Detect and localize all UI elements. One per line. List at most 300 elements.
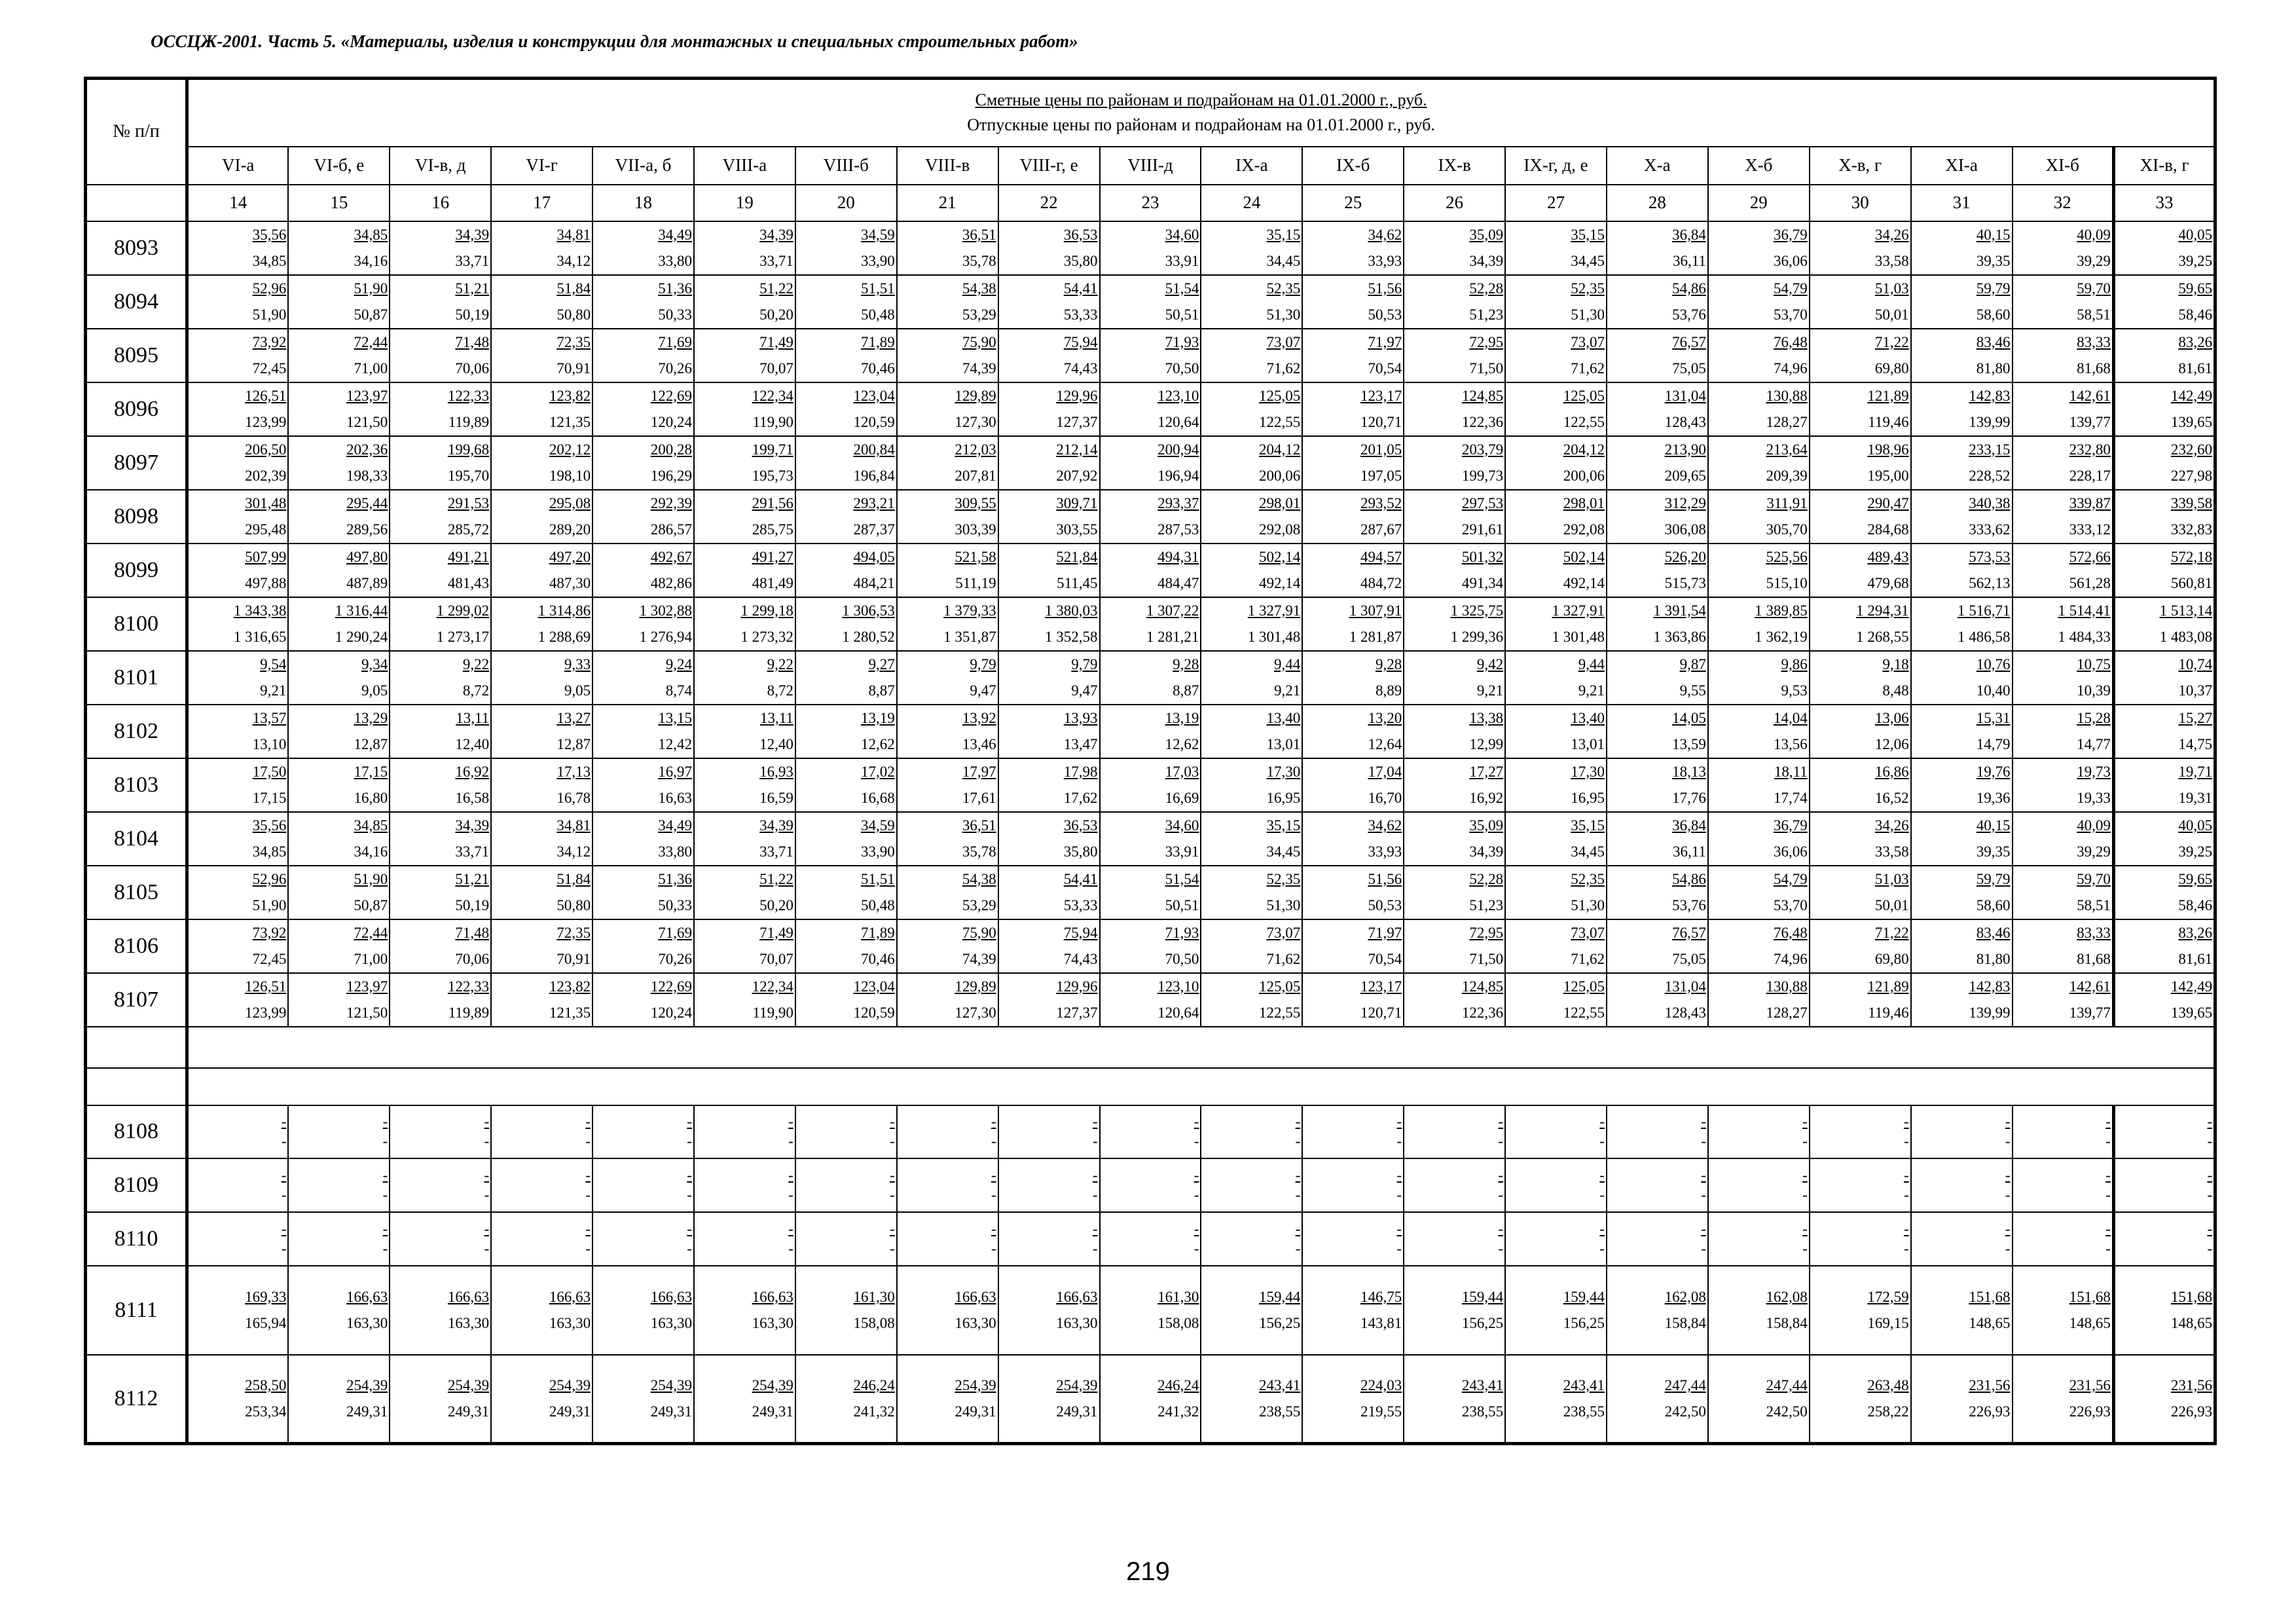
release-price: 34,16 xyxy=(354,252,388,269)
release-price: 128,27 xyxy=(1766,1004,1808,1021)
estimated-price: 1 513,14 xyxy=(2159,602,2213,619)
price-cell xyxy=(2113,597,2215,651)
price-cell xyxy=(1505,329,1607,382)
column-number-blank xyxy=(86,185,187,221)
release-price: - xyxy=(1903,1240,1909,1257)
release-price: 16,63 xyxy=(658,789,692,806)
table-title xyxy=(187,79,2215,147)
estimated-price: 71,89 xyxy=(860,333,895,350)
price-cell xyxy=(694,705,795,758)
release-price: - xyxy=(382,1133,388,1149)
release-price: 75,05 xyxy=(1672,950,1706,967)
release-price: 13,10 xyxy=(252,735,287,752)
release-price: - xyxy=(1194,1240,1199,1257)
price-cell xyxy=(1201,1212,1302,1266)
price-cell xyxy=(592,651,694,705)
estimated-price: 51,21 xyxy=(455,870,490,887)
table-row xyxy=(86,705,2215,758)
price-cell xyxy=(2013,597,2114,651)
release-price: 50,87 xyxy=(354,896,388,913)
release-price: 163,30 xyxy=(650,1314,692,1331)
release-price: 69,80 xyxy=(1874,950,1909,967)
price-cell xyxy=(1810,544,1911,597)
release-price: - xyxy=(1092,1186,1098,1203)
estimated-price: 51,21 xyxy=(455,280,490,297)
row-code: 8110 xyxy=(86,1212,187,1266)
price-cell xyxy=(288,1355,390,1444)
price-cell xyxy=(288,544,390,597)
release-price: 492,14 xyxy=(1563,574,1605,591)
estimated-price: 71,49 xyxy=(759,924,793,941)
release-price: 35,80 xyxy=(1063,252,1098,269)
release-price: - xyxy=(1092,1240,1098,1257)
price-cell xyxy=(1404,651,1505,705)
price-cell xyxy=(1100,1355,1201,1444)
price-cell xyxy=(491,973,592,1027)
release-price: 51,90 xyxy=(252,306,287,323)
estimated-price: 9,54 xyxy=(260,655,287,673)
release-price: 292,08 xyxy=(1563,521,1605,538)
estimated-price: 54,38 xyxy=(962,870,996,887)
price-cell xyxy=(897,1212,998,1266)
release-price: 13,59 xyxy=(1672,735,1706,752)
release-price: 12,40 xyxy=(759,735,793,752)
price-cell xyxy=(2113,382,2215,436)
release-price: 8,72 xyxy=(462,682,490,699)
price-cell xyxy=(694,490,795,544)
estimated-price: 123,10 xyxy=(1157,387,1199,404)
release-price: - xyxy=(1295,1133,1301,1149)
release-price: 1 276,94 xyxy=(639,628,692,645)
release-price: 74,39 xyxy=(962,950,996,967)
estimated-price: 9,42 xyxy=(1476,655,1504,673)
release-price: 119,89 xyxy=(448,413,490,430)
release-price: 51,30 xyxy=(1571,306,1605,323)
price-cell xyxy=(288,705,390,758)
price-cell xyxy=(187,1212,289,1266)
price-cell xyxy=(390,758,491,812)
estimated-price: 51,03 xyxy=(1874,870,1909,887)
price-cell xyxy=(1505,919,1607,973)
estimated-price: 13,29 xyxy=(354,709,388,726)
price-cell xyxy=(897,973,998,1027)
price-cell xyxy=(592,973,694,1027)
price-cell xyxy=(390,1266,491,1355)
price-cell xyxy=(187,221,289,275)
release-price: 12,62 xyxy=(860,735,895,752)
estimated-price: 17,50 xyxy=(252,763,287,780)
release-price: 50,48 xyxy=(860,896,895,913)
release-price: 158,08 xyxy=(853,1314,895,1331)
region-header: VIII-г, е xyxy=(998,147,1100,185)
region-header: XI-в, г xyxy=(2113,147,2215,185)
release-price: 10,40 xyxy=(1976,682,2011,699)
release-price: 72,45 xyxy=(252,360,287,377)
estimated-price: 16,92 xyxy=(455,763,490,780)
estimated-price: 166,63 xyxy=(650,1288,692,1305)
release-price: 51,30 xyxy=(1571,896,1605,913)
price-cell xyxy=(998,1266,1100,1355)
estimated-price: 121,89 xyxy=(1867,978,1909,995)
release-price: - xyxy=(890,1186,895,1203)
price-cell xyxy=(1100,973,1201,1027)
table-row xyxy=(86,866,2215,919)
table-row xyxy=(86,812,2215,866)
price-cell xyxy=(288,973,390,1027)
release-price: - xyxy=(1701,1186,1706,1203)
release-price: 34,16 xyxy=(354,843,388,860)
estimated-price: 254,39 xyxy=(549,1376,591,1393)
estimated-price: 59,70 xyxy=(2077,870,2111,887)
price-cell xyxy=(795,705,897,758)
estimated-price: 125,05 xyxy=(1259,387,1301,404)
release-price: 128,43 xyxy=(1664,1004,1706,1021)
estimated-price: 206,50 xyxy=(245,441,287,458)
release-price: 238,55 xyxy=(1461,1403,1504,1420)
release-price: 333,12 xyxy=(2069,521,2111,538)
estimated-price: 199,68 xyxy=(447,441,490,458)
estimated-price: 309,55 xyxy=(955,494,996,511)
release-price: 482,86 xyxy=(650,574,692,591)
price-cell xyxy=(1810,1212,1911,1266)
price-cell xyxy=(897,221,998,275)
price-cell xyxy=(1505,382,1607,436)
release-price: 33,80 xyxy=(658,252,692,269)
price-cell xyxy=(795,1355,897,1444)
price-cell xyxy=(1607,705,1708,758)
release-price: 120,59 xyxy=(853,1004,895,1021)
estimated-price: 52,96 xyxy=(252,280,287,297)
estimated-price: - xyxy=(2005,1220,2011,1237)
estimated-price: 492,67 xyxy=(650,548,692,565)
price-cell xyxy=(1810,1266,1911,1355)
price-cell xyxy=(2113,1266,2215,1355)
estimated-price: 52,35 xyxy=(1571,870,1605,887)
price-cell xyxy=(998,490,1100,544)
release-price: 50,33 xyxy=(658,896,692,913)
price-cell xyxy=(1100,651,1201,705)
release-price: 16,95 xyxy=(1266,789,1301,806)
release-price: 50,20 xyxy=(759,896,793,913)
price-cell xyxy=(592,1266,694,1355)
price-cell xyxy=(1505,866,1607,919)
release-price: - xyxy=(281,1186,287,1203)
release-price: - xyxy=(890,1240,895,1257)
price-cell xyxy=(897,329,998,382)
release-price: - xyxy=(991,1133,996,1149)
estimated-price: 18,11 xyxy=(1774,763,1808,780)
estimated-price: 122,33 xyxy=(447,978,490,995)
region-header: VI-а xyxy=(187,147,289,185)
release-price: 39,29 xyxy=(2077,843,2111,860)
estimated-price: - xyxy=(890,1220,895,1237)
price-cell xyxy=(288,1105,390,1158)
release-price: 143,81 xyxy=(1360,1314,1402,1331)
release-price: 70,07 xyxy=(759,360,793,377)
price-cell xyxy=(288,758,390,812)
release-price: 33,58 xyxy=(1874,252,1909,269)
release-price: 121,35 xyxy=(549,413,591,430)
release-price: 58,60 xyxy=(1976,306,2011,323)
price-cell xyxy=(187,544,289,597)
estimated-price: 521,58 xyxy=(955,548,996,565)
row-code: 8101 xyxy=(86,651,187,705)
price-cell xyxy=(1810,919,1911,973)
price-cell xyxy=(795,1105,897,1158)
price-cell xyxy=(1607,1158,1708,1212)
table-row xyxy=(86,1266,2215,1355)
estimated-price: 1 325,75 xyxy=(1450,602,1504,619)
estimated-price: - xyxy=(1295,1166,1301,1183)
price-cell xyxy=(1607,866,1708,919)
release-price: 156,25 xyxy=(1259,1314,1301,1331)
table-row xyxy=(86,490,2215,544)
row-code: 8111 xyxy=(86,1266,187,1355)
estimated-price: - xyxy=(2005,1166,2011,1183)
release-price: 1 273,17 xyxy=(436,628,490,645)
price-cell xyxy=(2013,275,2114,329)
release-price: 34,39 xyxy=(1469,843,1504,860)
estimated-price: - xyxy=(1396,1113,1402,1130)
price-cell xyxy=(694,329,795,382)
release-price: 33,93 xyxy=(1368,252,1402,269)
release-price: 484,21 xyxy=(853,574,895,591)
release-price: - xyxy=(2005,1186,2011,1203)
price-cell xyxy=(1911,705,2013,758)
price-cell xyxy=(1100,919,1201,973)
release-price: 33,71 xyxy=(759,252,793,269)
release-price: 9,53 xyxy=(1781,682,1808,699)
release-price: 241,32 xyxy=(853,1403,895,1420)
estimated-price: 35,09 xyxy=(1469,817,1504,834)
column-number: 28 xyxy=(1607,185,1708,221)
release-price: - xyxy=(788,1240,793,1257)
release-price: 8,89 xyxy=(1375,682,1402,699)
estimated-price: 502,14 xyxy=(1563,548,1605,565)
price-cell xyxy=(288,812,390,866)
price-cell xyxy=(897,1105,998,1158)
estimated-price: 497,20 xyxy=(549,548,591,565)
price-cell xyxy=(1911,1105,2013,1158)
price-cell xyxy=(1607,329,1708,382)
price-cell xyxy=(1505,651,1607,705)
price-cell xyxy=(1201,1105,1302,1158)
release-price: - xyxy=(1802,1133,1808,1149)
price-cell xyxy=(1302,597,1404,651)
price-cell xyxy=(1404,490,1505,544)
price-cell xyxy=(998,544,1100,597)
release-price: 58,51 xyxy=(2077,306,2111,323)
release-price: - xyxy=(281,1133,287,1149)
price-cell xyxy=(2113,436,2215,490)
price-cell xyxy=(187,758,289,812)
page-header: ОССЦЖ-2001. Часть 5. «Материалы, изделия и конструкции для монтажных и специальных строительных работ» xyxy=(151,31,1078,51)
estimated-price: 13,19 xyxy=(860,709,895,726)
price-cell xyxy=(288,597,390,651)
release-price: - xyxy=(788,1133,793,1149)
estimated-price: 231,56 xyxy=(2069,1376,2111,1393)
price-cell xyxy=(897,382,998,436)
release-price: 285,75 xyxy=(752,521,793,538)
release-price: 219,55 xyxy=(1360,1403,1402,1420)
estimated-price: 1 514,41 xyxy=(2058,602,2111,619)
price-cell xyxy=(1911,597,2013,651)
empty-cell xyxy=(86,1068,187,1105)
price-cell xyxy=(1911,812,2013,866)
price-cell xyxy=(288,651,390,705)
estimated-price: 83,33 xyxy=(2077,924,2111,941)
price-cell xyxy=(390,1355,491,1444)
price-cell xyxy=(1302,973,1404,1027)
release-price: 249,31 xyxy=(955,1403,996,1420)
estimated-price: - xyxy=(585,1166,591,1183)
estimated-price: - xyxy=(1701,1113,1706,1130)
price-cell xyxy=(694,812,795,866)
release-price: 36,11 xyxy=(1672,843,1706,860)
estimated-price: 202,36 xyxy=(346,441,388,458)
estimated-price: - xyxy=(1802,1113,1808,1130)
price-cell xyxy=(1911,1355,2013,1444)
release-price: 8,72 xyxy=(767,682,793,699)
price-cell xyxy=(1607,812,1708,866)
estimated-price: 203,79 xyxy=(1461,441,1504,458)
release-price: 121,35 xyxy=(549,1004,591,1021)
estimated-price: 1 307,22 xyxy=(1146,602,1199,619)
release-price: 36,06 xyxy=(1774,252,1808,269)
price-cell xyxy=(491,758,592,812)
price-cell xyxy=(1911,490,2013,544)
release-price: 50,80 xyxy=(556,896,591,913)
release-price: - xyxy=(585,1133,591,1149)
price-cell xyxy=(1810,597,1911,651)
estimated-price: 73,07 xyxy=(1266,924,1301,941)
estimated-price: 126,51 xyxy=(245,387,287,404)
release-price: 74,43 xyxy=(1063,360,1098,377)
price-cell xyxy=(390,651,491,705)
table-row xyxy=(86,436,2215,490)
release-price: 50,80 xyxy=(556,306,591,323)
price-cell xyxy=(390,1158,491,1212)
release-price: 209,65 xyxy=(1664,467,1706,484)
release-price: 287,37 xyxy=(853,521,895,538)
estimated-price: 36,84 xyxy=(1672,226,1706,243)
price-cell xyxy=(592,597,694,651)
estimated-price: 243,41 xyxy=(1563,1376,1605,1393)
row-code: 8098 xyxy=(86,490,187,544)
price-cell xyxy=(2113,866,2215,919)
price-cell xyxy=(1911,1266,2013,1355)
estimated-price: 83,26 xyxy=(2178,924,2213,941)
estimated-price: 51,22 xyxy=(759,280,793,297)
price-cell xyxy=(1404,221,1505,275)
estimated-price: 17,98 xyxy=(1063,763,1098,780)
estimated-price: 339,58 xyxy=(2170,494,2213,511)
estimated-price: 501,32 xyxy=(1461,548,1504,565)
estimated-price: - xyxy=(1498,1113,1504,1130)
estimated-price: 83,46 xyxy=(1976,333,2011,350)
price-cell xyxy=(491,1266,592,1355)
price-cell xyxy=(1404,1105,1505,1158)
release-price: 120,24 xyxy=(650,413,692,430)
release-price: 70,91 xyxy=(556,360,591,377)
estimated-price: 159,44 xyxy=(1461,1288,1504,1305)
release-price: - xyxy=(1498,1240,1504,1257)
price-cell xyxy=(795,1158,897,1212)
empty-cell xyxy=(187,1027,2215,1068)
release-price: 484,47 xyxy=(1157,574,1199,591)
estimated-price: 76,48 xyxy=(1774,924,1808,941)
estimated-price: 246,24 xyxy=(1157,1376,1199,1393)
estimated-price: - xyxy=(281,1220,287,1237)
column-number: 24 xyxy=(1201,185,1302,221)
price-cell xyxy=(491,1105,592,1158)
release-price: 148,65 xyxy=(2069,1314,2111,1331)
estimated-price: 40,05 xyxy=(2178,817,2213,834)
release-price: 33,58 xyxy=(1874,843,1909,860)
release-price: 33,91 xyxy=(1165,843,1199,860)
release-price: - xyxy=(2105,1240,2111,1257)
estimated-price: 246,24 xyxy=(853,1376,895,1393)
row-code: 8099 xyxy=(86,544,187,597)
release-price: 81,80 xyxy=(1976,360,2011,377)
price-cell xyxy=(795,651,897,705)
price-cell xyxy=(795,1266,897,1355)
release-price: 163,30 xyxy=(752,1314,793,1331)
estimated-price: 123,97 xyxy=(346,978,388,995)
price-cell xyxy=(1201,651,1302,705)
price-cell xyxy=(390,382,491,436)
estimated-price: - xyxy=(585,1220,591,1237)
estimated-price: 494,05 xyxy=(853,548,895,565)
price-cell xyxy=(491,436,592,490)
estimated-price: 36,51 xyxy=(962,226,996,243)
release-price: 53,76 xyxy=(1672,306,1706,323)
release-price: 34,45 xyxy=(1266,252,1301,269)
release-price: 50,48 xyxy=(860,306,895,323)
estimated-price: 76,57 xyxy=(1672,333,1706,350)
price-cell xyxy=(1404,1355,1505,1444)
estimated-price: 151,68 xyxy=(2170,1288,2213,1305)
price-cell xyxy=(1201,919,1302,973)
price-cell xyxy=(795,382,897,436)
estimated-price: 311,91 xyxy=(1766,494,1808,511)
table-row xyxy=(86,1158,2215,1212)
price-cell xyxy=(592,1158,694,1212)
release-price: 13,56 xyxy=(1774,735,1808,752)
estimated-price: 129,89 xyxy=(955,978,996,995)
estimated-price: 52,28 xyxy=(1469,870,1504,887)
title-line-release: Отпускные цены по районам и подрайонам на 01.01.2000 г., руб. xyxy=(967,115,1435,135)
price-cell xyxy=(998,275,1100,329)
estimated-price: 71,48 xyxy=(455,924,490,941)
estimated-price: - xyxy=(1903,1220,1909,1237)
release-price: 163,30 xyxy=(1056,1314,1098,1331)
estimated-price: 35,15 xyxy=(1266,226,1301,243)
release-price: 58,46 xyxy=(2178,896,2213,913)
price-cell xyxy=(1607,1105,1708,1158)
release-price: 16,80 xyxy=(354,789,388,806)
price-cell xyxy=(390,973,491,1027)
price-cell xyxy=(1911,866,2013,919)
estimated-price: 36,53 xyxy=(1063,817,1098,834)
release-price: 71,62 xyxy=(1571,360,1605,377)
price-cell xyxy=(694,1105,795,1158)
estimated-price: 36,51 xyxy=(962,817,996,834)
release-price: 13,01 xyxy=(1571,735,1605,752)
release-price: - xyxy=(991,1240,996,1257)
estimated-price: 54,41 xyxy=(1063,870,1098,887)
estimated-price: 1 307,91 xyxy=(1349,602,1402,619)
